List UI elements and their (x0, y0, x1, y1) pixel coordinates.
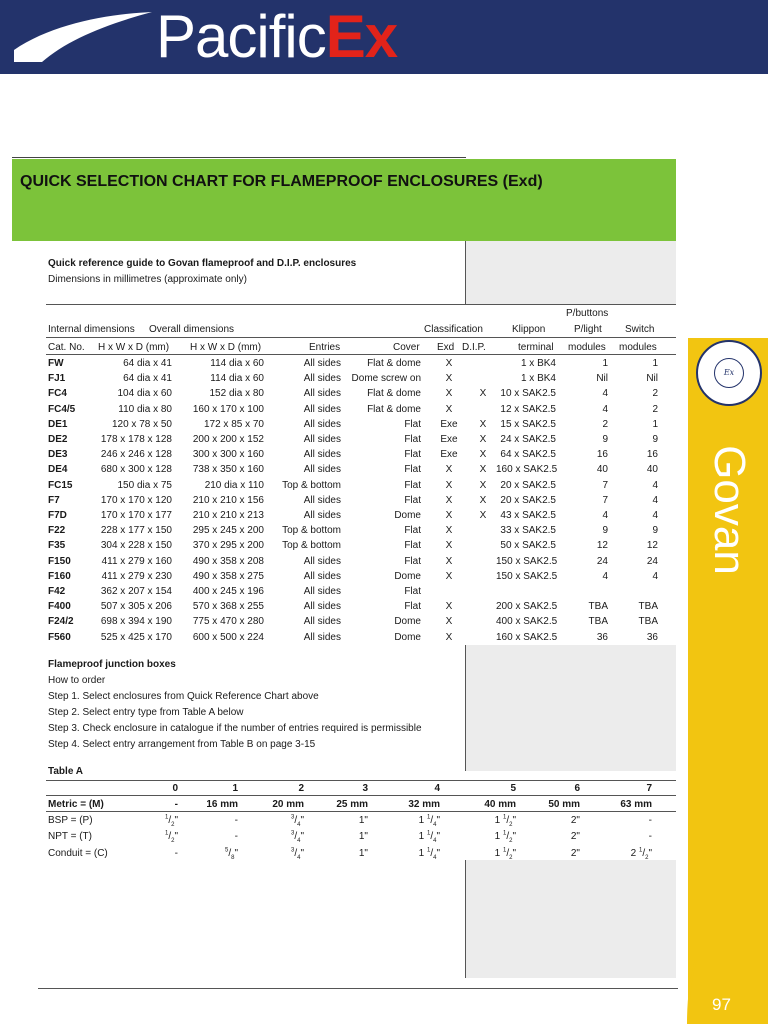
overall-dims: 210 dia x 110 (204, 479, 264, 491)
switch-modules: 4 (652, 494, 658, 506)
switch-modules: 2 (652, 388, 658, 400)
overall-dims: 114 dia x 60 (210, 358, 264, 369)
exd: Exe (440, 449, 458, 461)
exd: Exe (440, 418, 458, 430)
overall-dims: 600 x 500 x 224 (192, 631, 264, 643)
overall-dims: 295 x 245 x 200 (192, 525, 264, 537)
internal-dims: 170 x 170 x 120 (100, 494, 172, 506)
klippon-terminal: 10 x SAK2.5 (500, 388, 556, 400)
overall-dims: 210 x 210 x 156 (192, 494, 264, 506)
header-exd: Exd (437, 342, 455, 353)
entries: All sides (303, 418, 341, 430)
internal-dims: 698 x 394 x 190 (100, 616, 172, 628)
exd: X (445, 601, 453, 613)
plight-modules: 36 (596, 631, 608, 643)
switch-modules: TBA (638, 616, 658, 628)
bsp-cell-6: 2" (570, 815, 580, 826)
cover: Flat (404, 601, 421, 613)
switch-modules: 16 (646, 449, 658, 461)
metric-cell-5: 40 mm (484, 799, 516, 810)
cover: Dome (394, 631, 421, 643)
metric-cell-4: 32 mm (408, 799, 440, 810)
internal-dims: 304 x 228 x 150 (100, 540, 172, 552)
metric-cell-3: 25 mm (336, 799, 368, 810)
step-4: Step 4. Select entry arrangement from Table B on page 3-15 (48, 739, 316, 750)
divider (465, 645, 466, 771)
cover: Flat (404, 494, 421, 506)
bsp-cell-2: $^3/_4$" (290, 814, 304, 828)
cat-no: F560 (48, 631, 71, 643)
entries: Top & bottom (282, 525, 341, 537)
cover: Dome (394, 570, 421, 582)
internal-dims: 110 dia x 80 (118, 403, 172, 415)
plight-modules: 7 (602, 479, 608, 491)
cover: Flat (404, 464, 421, 476)
page-title: QUICK SELECTION CHART FOR FLAMEPROOF ENCLOSURES (Exd) (20, 173, 543, 190)
internal-dims: 362 x 207 x 154 (100, 586, 172, 597)
switch-modules: 4 (652, 479, 658, 491)
klippon-terminal: 1 x BK4 (520, 373, 556, 385)
plight-modules: Nil (596, 373, 608, 385)
exd: X (445, 494, 453, 506)
plight-modules: TBA (588, 616, 608, 628)
internal-dims: 150 dia x 75 (117, 479, 172, 491)
table-a-rule (46, 780, 676, 781)
brand-wordmark: PacificEx (156, 3, 398, 70)
conduit-cell-2: $^3/_4$" (290, 847, 304, 861)
npt-cell-1: - (234, 831, 238, 842)
bsp-cell-0: $^1/_2$" (164, 814, 178, 828)
cover: Flat (404, 586, 421, 597)
klippon-terminal: 20 x SAK2.5 (500, 494, 556, 506)
cover: Flat & dome (367, 388, 421, 400)
cover: Flat (404, 540, 421, 552)
npt-cell-2: $^3/_4$" (290, 830, 304, 844)
entries: All sides (303, 616, 341, 628)
internal-dims: 411 x 279 x 230 (101, 570, 172, 582)
cat-no: F35 (48, 540, 66, 552)
junction-heading: Flameproof junction boxes (48, 659, 176, 670)
header-dip: D.I.P. (462, 342, 486, 353)
conduit-cell-7: 2 $^1/_2$" (630, 847, 652, 861)
internal-dims: 104 dia x 60 (117, 388, 172, 400)
internal-dims: 64 dia x 41 (123, 373, 172, 385)
npt-cell-5: 1 $^1/_2$" (494, 830, 516, 844)
header-terminal: terminal (518, 342, 554, 353)
klippon-terminal: 400 x SAK2.5 (496, 616, 558, 628)
entries: All sides (303, 570, 341, 582)
header-hwd-overall: H x W x D (mm) (190, 342, 262, 353)
klippon-terminal: 200 x SAK2.5 (496, 601, 558, 613)
step-3: Step 3. Check enclosure in catalogue if the number of entries required is permissible (48, 723, 422, 734)
exd: X (445, 403, 453, 415)
bsp-cell-1: - (234, 815, 238, 826)
how-to-order: How to order (48, 675, 106, 686)
header-modules-plight: modules (568, 342, 606, 353)
bsp-cell-5: 1 $^1/_2$" (494, 814, 516, 828)
overall-dims: 570 x 368 x 255 (192, 601, 264, 613)
dip: X (479, 388, 487, 400)
pacificex-swoosh-logo (12, 10, 152, 62)
bsp-label: BSP = (P) (48, 815, 93, 826)
exd: X (445, 510, 453, 521)
npt-cell-3: 1" (358, 831, 368, 842)
npt-label: NPT = (T) (48, 831, 92, 842)
divider (465, 860, 466, 978)
plight-modules: 1 (602, 358, 608, 369)
exd: X (445, 479, 453, 491)
plight-modules: 12 (596, 540, 608, 552)
metric-cell-7: 63 mm (620, 799, 652, 810)
klippon-terminal: 150 x SAK2.5 (496, 555, 558, 567)
internal-dims: 246 x 246 x 128 (100, 449, 172, 461)
table-a-rule (46, 811, 676, 812)
dip: X (479, 434, 487, 445)
klippon-terminal: 1 x BK4 (520, 358, 556, 369)
plight-modules: TBA (588, 601, 608, 613)
step-1: Step 1. Select enclosures from Quick Reference Chart above (48, 691, 319, 702)
page-number: 97 (712, 995, 731, 1014)
cover: Flat (404, 434, 421, 445)
plight-modules: 2 (602, 418, 608, 430)
plight-modules: 40 (596, 464, 608, 476)
exd: X (445, 388, 453, 400)
entries: All sides (303, 586, 341, 597)
exd: X (445, 616, 453, 628)
klippon-terminal: 43 x SAK2.5 (500, 510, 556, 521)
overall-dims: 210 x 210 x 213 (192, 510, 264, 521)
exd: Exe (440, 434, 458, 445)
conduit-label: Conduit = (C) (48, 848, 108, 859)
table-a-title: Table A (48, 766, 84, 777)
conduit-cell-3: 1" (358, 848, 368, 859)
header-klippon: Klippon (512, 324, 546, 335)
footer-rule (38, 988, 678, 989)
plight-modules: 9 (602, 434, 608, 445)
entries: All sides (303, 601, 341, 613)
table-a-col-6: 6 (574, 783, 580, 794)
conduit-cell-1: $^5/_8$" (224, 847, 238, 861)
cat-no: F7D (48, 510, 67, 521)
header-catno: Cat. No. (48, 342, 85, 353)
dip: X (479, 449, 487, 461)
dip: X (479, 418, 487, 430)
entries: All sides (303, 464, 341, 476)
plight-modules: 7 (602, 494, 608, 506)
overall-dims: 490 x 358 x 208 (192, 555, 264, 567)
cat-no: DE4 (48, 464, 68, 476)
klippon-terminal: 24 x SAK2.5 (500, 434, 556, 445)
header-hwd-internal: H x W x D (mm) (98, 342, 170, 353)
internal-dims: 178 x 178 x 128 (100, 434, 172, 445)
table-a-col-5: 5 (510, 783, 516, 794)
overall-dims: 400 x 245 x 196 (192, 586, 264, 597)
cat-no: DE2 (48, 434, 68, 445)
klippon-terminal: 160 x SAK2.5 (496, 464, 558, 476)
entries: All sides (303, 403, 341, 415)
exd: X (445, 464, 453, 476)
cat-no: F150 (48, 555, 71, 567)
switch-modules: Nil (646, 373, 658, 385)
bsp-cell-3: 1" (358, 815, 368, 826)
internal-dims: 411 x 279 x 160 (101, 555, 172, 567)
cat-no: DE3 (48, 449, 68, 461)
divider (465, 241, 466, 304)
klippon-terminal: 33 x SAK2.5 (500, 525, 556, 537)
overall-dims: 114 dia x 60 (210, 373, 264, 385)
ex-badge (696, 340, 762, 406)
entries: All sides (303, 373, 341, 385)
step-2: Step 2. Select entry type from Table A below (48, 707, 244, 718)
switch-modules: 9 (652, 434, 658, 445)
internal-dims: 120 x 78 x 50 (111, 418, 172, 430)
govan-vertical-label: Govan (705, 445, 754, 575)
table-a-col-1: 1 (232, 783, 238, 794)
table-rule (46, 354, 676, 355)
cover: Dome (394, 510, 421, 521)
internal-dims: 64 dia x 41 (123, 358, 172, 369)
internal-dims: 228 x 177 x 150 (100, 525, 172, 537)
metric-label: Metric = (M) (48, 799, 104, 810)
plight-modules: 4 (602, 403, 608, 415)
cat-no: F42 (48, 586, 66, 597)
entries: All sides (303, 434, 341, 445)
npt-cell-6: 2" (570, 831, 580, 842)
right-panel-2 (466, 645, 676, 771)
header-internal: Internal dimensions (48, 324, 135, 335)
cover: Dome (394, 616, 421, 628)
table-rule (46, 337, 676, 338)
overall-dims: 370 x 295 x 200 (192, 540, 264, 552)
metric-cell-0: - (174, 799, 178, 810)
cover: Flat (404, 479, 421, 491)
cat-no: FJ1 (48, 373, 66, 385)
table-rule (46, 304, 676, 305)
overall-dims: 200 x 200 x 152 (192, 434, 264, 445)
right-panel-1 (466, 241, 676, 304)
cover: Dome screw on (351, 373, 421, 385)
dip: X (479, 494, 487, 506)
klippon-terminal: 64 x SAK2.5 (500, 449, 556, 461)
overall-dims: 152 dia x 80 (209, 388, 264, 400)
plight-modules: 4 (602, 510, 608, 521)
table-a-col-2: 2 (298, 783, 304, 794)
klippon-terminal: 15 x SAK2.5 (500, 418, 556, 430)
cover: Flat (404, 555, 421, 567)
entries: All sides (303, 449, 341, 461)
exd: X (445, 570, 453, 582)
cat-no: F7 (48, 494, 60, 506)
cat-no: FC15 (48, 479, 73, 491)
cat-no: FW (48, 358, 64, 369)
top-rule (12, 157, 466, 158)
header-modules-switch: modules (619, 342, 657, 353)
npt-cell-0: $^1/_2$" (164, 830, 178, 844)
cat-no: FC4/5 (48, 403, 76, 415)
entries: All sides (303, 555, 341, 567)
ex-mark-icon: Ex (714, 358, 744, 388)
overall-dims: 775 x 470 x 280 (192, 616, 264, 628)
plight-modules: 9 (602, 525, 608, 537)
internal-dims: 170 x 170 x 177 (100, 510, 172, 521)
dip: X (479, 479, 487, 491)
internal-dims: 680 x 300 x 128 (100, 464, 172, 476)
plight-modules: 4 (602, 388, 608, 400)
switch-modules: 4 (652, 570, 658, 582)
title-band (12, 159, 676, 241)
metric-cell-1: 16 mm (206, 799, 238, 810)
overall-dims: 160 x 170 x 100 (192, 403, 264, 415)
klippon-terminal: 160 x SAK2.5 (496, 631, 558, 643)
conduit-cell-0: - (174, 848, 178, 859)
switch-modules: TBA (638, 601, 658, 613)
switch-modules: 4 (652, 510, 658, 521)
overall-dims: 172 x 85 x 70 (203, 418, 264, 430)
header-classification: Classification (424, 324, 483, 335)
exd: X (445, 540, 453, 552)
entries: All sides (303, 358, 341, 369)
cover: Flat (404, 418, 421, 430)
cover: Flat & dome (367, 403, 421, 415)
npt-cell-7: - (648, 831, 652, 842)
plight-modules: 4 (602, 570, 608, 582)
cover: Flat & dome (367, 358, 421, 369)
cover: Flat (404, 525, 421, 537)
entries: Top & bottom (282, 479, 341, 491)
metric-cell-6: 50 mm (548, 799, 580, 810)
header-pbuttons: P/buttons (566, 308, 609, 319)
cover: Flat (404, 449, 421, 461)
exd: X (445, 525, 453, 537)
table-a-col-3: 3 (362, 783, 368, 794)
entries: All sides (303, 388, 341, 400)
conduit-cell-6: 2" (570, 848, 580, 859)
cat-no: F400 (48, 601, 71, 613)
cat-no: FC4 (48, 388, 67, 400)
table-a-rule (46, 795, 676, 796)
cat-no: F24/2 (48, 616, 74, 628)
switch-modules: 24 (646, 555, 658, 567)
header-entries: Entries (309, 342, 341, 353)
cat-no: F160 (48, 570, 71, 582)
switch-modules: 9 (652, 525, 658, 537)
cat-no: F22 (48, 525, 66, 537)
overall-dims: 300 x 300 x 160 (192, 449, 264, 461)
exd: X (445, 373, 453, 385)
conduit-cell-4: 1 $^1/_4$" (418, 847, 440, 861)
klippon-terminal: 12 x SAK2.5 (500, 403, 556, 415)
entries: All sides (303, 631, 341, 643)
overall-dims: 490 x 358 x 275 (192, 570, 264, 582)
metric-cell-2: 20 mm (272, 799, 304, 810)
exd: X (445, 358, 453, 369)
bottom-panel (466, 860, 676, 978)
plight-modules: 24 (596, 555, 608, 567)
overall-dims: 738 x 350 x 160 (192, 464, 264, 476)
cat-no: DE1 (48, 418, 68, 430)
switch-modules: 1 (652, 358, 658, 369)
header-overall: Overall dimensions (149, 324, 235, 335)
entries: Top & bottom (282, 540, 341, 552)
klippon-terminal: 50 x SAK2.5 (500, 540, 556, 552)
header-switch: Switch (625, 324, 655, 335)
entries: All sides (303, 494, 341, 506)
dip: X (479, 510, 487, 521)
klippon-terminal: 20 x SAK2.5 (500, 479, 556, 491)
intro-subtext: Dimensions in millimetres (approximate only) (48, 274, 247, 285)
header-cover: Cover (393, 342, 420, 353)
switch-modules: 2 (652, 403, 658, 415)
klippon-terminal: 150 x SAK2.5 (496, 570, 558, 582)
table-a-col-4: 4 (434, 783, 440, 794)
npt-cell-4: 1 $^1/_4$" (418, 830, 440, 844)
switch-modules: 12 (646, 540, 658, 552)
switch-modules: 40 (646, 464, 658, 476)
internal-dims: 525 x 425 x 170 (100, 631, 172, 643)
exd: X (445, 631, 453, 643)
entries: All sides (303, 510, 341, 521)
conduit-cell-5: 1 $^1/_2$" (494, 847, 516, 861)
internal-dims: 507 x 305 x 206 (100, 601, 172, 613)
table-a-col-7: 7 (646, 783, 652, 794)
switch-modules: 36 (646, 631, 658, 643)
table-a-col-0: 0 (172, 783, 178, 794)
dip: X (479, 464, 487, 476)
intro-heading: Quick reference guide to Govan flameproof and D.I.P. enclosures (48, 258, 357, 269)
bsp-cell-4: 1 $^1/_4$" (418, 814, 440, 828)
exd: X (445, 555, 453, 567)
bsp-cell-7: - (648, 815, 652, 826)
switch-modules: 1 (652, 418, 658, 430)
plight-modules: 16 (596, 449, 608, 461)
header-plight: P/light (574, 324, 602, 335)
